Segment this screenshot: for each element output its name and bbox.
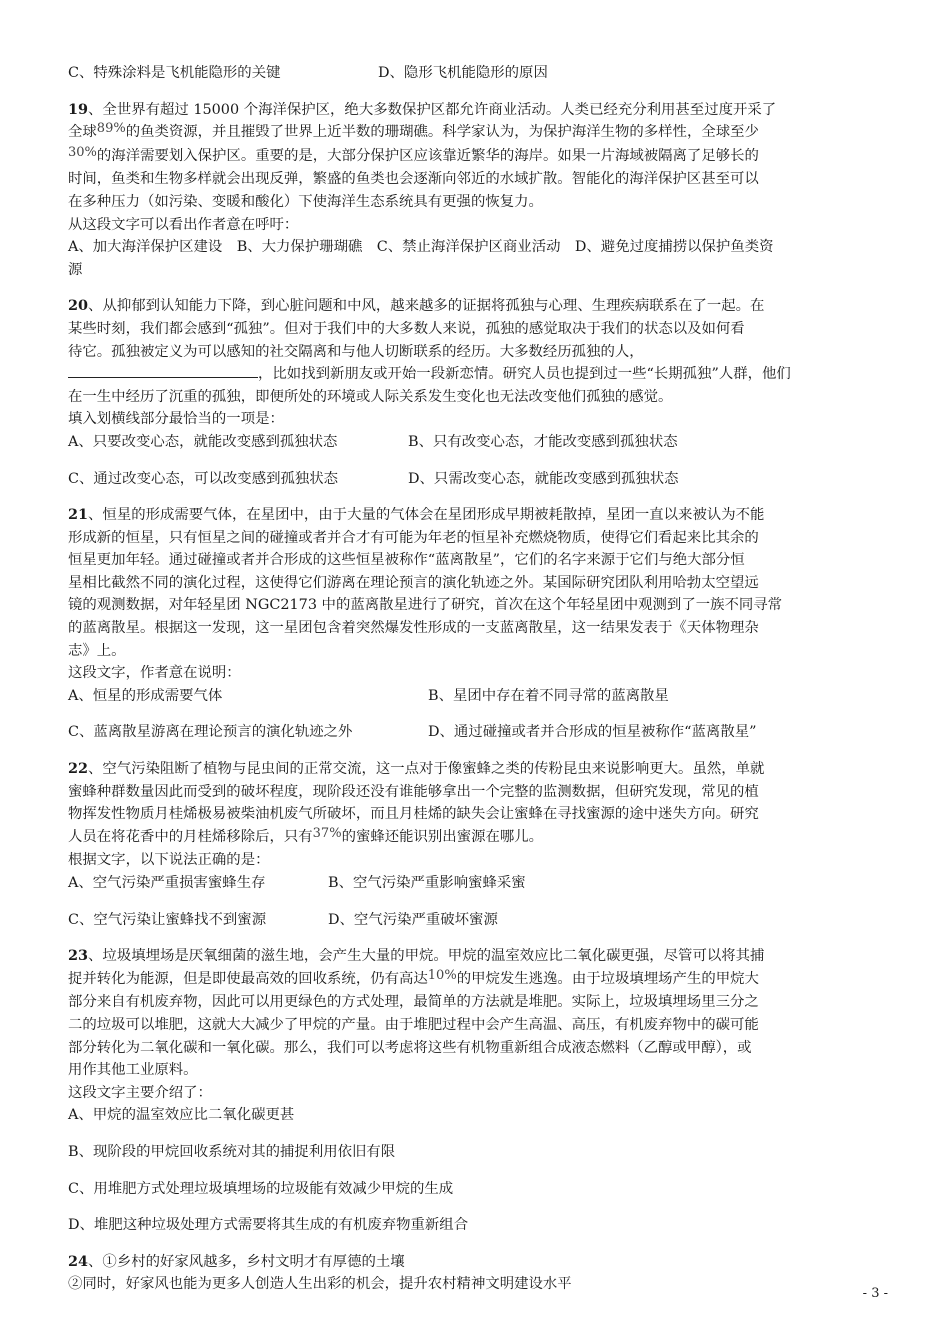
question-22	[68, 758, 880, 931]
q21-options-cd	[68, 721, 880, 744]
q23-option-c: C、用堆肥方式处理垃圾填埋场的垃圾能有效减少甲烷的生成	[68, 1180, 454, 1197]
q20-option-c: C、通过改变心态，可以改变感到孤独状态	[68, 470, 339, 487]
q21-option-a: A、恒星的形成需要气体	[68, 687, 223, 704]
q19-percent-89: 89%	[96, 121, 126, 137]
q21-option-b: B、星团中存在着不同寻常的蓝离散星	[428, 687, 669, 704]
q22-number: 22	[68, 760, 89, 778]
q24-number: 24	[68, 1252, 89, 1270]
q19-line-2b: 的鱼类资源，并且摧毁了世界上近半数的珊瑚礁。科学家认为，为保护海洋生物的多样性，全球至少	[125, 124, 759, 141]
question-20	[68, 295, 880, 490]
q23-option-d: D、堆肥这种垃圾处理方式需要将其生成的有机废弃物重新组合	[68, 1217, 469, 1234]
q22-line-1: 、空气污染阻断了植物与昆虫间的正常交流，这一点对于像蜜蜂之类的传粉昆虫来说影响更大。虽然，单就	[88, 761, 765, 778]
q22-line-3: 物挥发性物质月桂烯极易被柴油机废气所破坏，而且月桂烯的缺失会让蜜蜂在寻找蜜源的途中迷失方向。研究	[68, 806, 759, 823]
q22-stem: 根据文字，以下说法正确的是：	[68, 852, 270, 869]
q20-line-3: 待它。孤独被定义为可以感知的社交隔离和与他人切断联系的经历。大多数经历孤独的人，	[68, 343, 644, 360]
q20-number: 20	[68, 297, 89, 315]
q23-line-3: 部分来自有机废弃物，因此可以用更绿色的方式处理，最简单的方法就是堆肥。实际上，垃圾填埋场里三分之	[68, 994, 759, 1011]
q19-line-4: 时间，鱼类和生物多样就会出现反弹，繁盛的鱼类也会逐渐向邻近的水域扩散。智能化的海洋保护区甚至可以	[68, 171, 759, 188]
q21-option-d: D、通过碰撞或者并合形成的恒星被称作“蓝离散星”	[428, 724, 757, 741]
q23-option-b: B、现阶段的甲烷回收系统对其的捕捉利用依旧有限	[68, 1143, 396, 1160]
q19-percent-30: 30%	[68, 144, 97, 160]
q21-stem: 这段文字，作者意在说明：	[68, 665, 241, 682]
q23-number: 23	[68, 947, 89, 965]
q21-number: 21	[68, 506, 89, 524]
document-page	[68, 62, 880, 1296]
q22-line-4b: 的蜜蜂还能识别出蜜源在哪儿。	[341, 828, 544, 845]
q22-options-ab	[68, 872, 880, 895]
q20-line-4: ，比如找到新朋友或开始一段新恋情。研究人员也提到过一些“长期孤独”人群，他们	[258, 366, 791, 383]
q21-line-7: 志》上。	[68, 642, 126, 659]
q21-options-ab	[68, 685, 880, 708]
q21-line-3: 恒星更加年轻。通过碰撞或者并合形成的这些恒星被称作“蓝离散星”，它们的名字来源于它们与绝大部分恒	[68, 552, 745, 569]
q23-line-2b: 的甲烷发生逃逸。由于垃圾填埋场产生的甲烷大	[456, 970, 759, 987]
q20-options-ab	[68, 431, 880, 454]
q23-line-5: 部分转化为二氧化碳和一氧化碳。那么，我们可以考虑将这些有机物重新组合成液态燃料（乙醇或甲醇），或	[68, 1039, 752, 1056]
q22-line-2: 蜜蜂种群数量因此而受到的破坏程度，现阶段还没有谁能够拿出一个完整的监测数据，但研究发现，常见的植	[68, 783, 759, 800]
q21-line-2: 形成新的恒星，只有恒星之间的碰撞或者并合才有可能为年老的恒星补充燃烧物质，使得它们看起来比其余的	[68, 529, 759, 546]
q23-stem: 这段文字主要介绍了：	[68, 1084, 212, 1101]
q22-percent-37: 37%	[312, 825, 342, 841]
q18-options	[68, 62, 880, 85]
q22-options-cd	[68, 909, 880, 932]
q21-line-5: 镜的观测数据，对年轻星团 NGC2173 中的蓝离散星进行了研究，首次在这个年轻星团中观测到了一族不同寻常	[68, 597, 783, 614]
q19-options: A、加大海洋保护区建设 B、大力保护珊瑚礁 C、禁止海洋保护区商业活动 D、避免过度捕捞以保护鱼类资	[68, 239, 774, 256]
q20-line-1: 、从抑郁到认知能力下降，到心脏问题和中风，越来越多的证据将孤独与心理、生理疾病联系在了一起。在	[88, 298, 765, 315]
q20-option-d: D、只需改变心态，就能改变感到孤独状态	[408, 470, 679, 487]
q21-option-c: C、蓝离散星游离在理论预言的演化轨迹之外	[68, 724, 353, 741]
q23-line-2a: 捉并转化为能源，但是即使最高效的回收系统，仍有高达	[68, 970, 428, 987]
q19-line-1: 、全世界有超过 15000 个海洋保护区，绝大多数保护区都允许商业活动。人类已经充分利用甚至过度开采了	[88, 101, 777, 118]
q23-line-1: 、垃圾填埋场是厌氧细菌的滋生地，会产生大量的甲烷。甲烷的温室效应比二氧化碳更强，尽管可以将其捕	[88, 948, 765, 965]
question-19	[68, 99, 880, 282]
q22-line-4a: 人员在将花香中的月桂烯移除后，只有	[68, 828, 313, 845]
q20-line-5: 在一生中经历了沉重的孤独，即便所处的环境或人际关系发生变化也无法改变他们孤独的感觉。	[68, 388, 673, 405]
q23-option-a: A、甲烷的温室效应比二氧化碳更甚	[68, 1107, 295, 1124]
q18-option-c: C、特殊涂料是飞机能隐形的关键	[68, 65, 281, 81]
q19-line-3: 的海洋需要划入保护区。重要的是，大部分保护区应该靠近繁华的海岸。如果一片海域被隔离了足够长的	[96, 147, 759, 164]
q19-line-2a: 全球	[68, 124, 97, 141]
q22-option-b: B、空气污染严重影响蜜蜂采蜜	[328, 875, 526, 891]
q21-line-6: 的蓝离散星。根据这一发现，这一星团包含着突然爆发性形成的一支蓝离散星，这一结果发表于《天体物理杂	[68, 620, 759, 637]
q23-line-4: 二的垃圾可以堆肥，这就大大减少了甲烷的产量。由于堆肥过程中会产生高温、高压，有机废弃物中的碳可能	[68, 1016, 759, 1033]
q19-number: 19	[68, 100, 89, 118]
q21-line-4: 星相比截然不同的演化过程，这使得它们游离在理论预言的演化轨迹之外。某国际研究团队利用哈勃太空望远	[68, 574, 759, 591]
fill-in-blank	[68, 363, 258, 378]
q24-line-2: ②同时，好家风也能为更多人创造人生出彩的机会，提升农村精神文明建设水平	[68, 1276, 572, 1293]
q22-option-a: A、空气污染严重损害蜜蜂生存	[68, 875, 266, 891]
q22-option-d: D、空气污染严重破坏蜜源	[328, 911, 498, 928]
q20-option-b: B、只有改变心态，才能改变感到孤独状态	[408, 433, 678, 450]
q20-stem: 填入划横线部分最恰当的一项是：	[68, 411, 284, 428]
q20-line-2: 某些时刻，我们都会感到“孤独”。但对于我们中的大多数人来说，孤独的感觉取决于我们的状态以及如何看	[68, 320, 745, 337]
q20-option-a: A、只要改变心态，就能改变感到孤独状态	[68, 433, 338, 450]
q20-options-cd	[68, 468, 880, 491]
question-23	[68, 945, 880, 1237]
q23-percent-10: 10%	[427, 967, 457, 983]
question-24	[68, 1251, 880, 1296]
q21-line-1: 、恒星的形成需要气体，在星团中，由于大量的气体会在星团形成早期被耗散掉，星团一直以来被认为不能	[88, 507, 765, 524]
page-number: - 3 -	[862, 1286, 888, 1301]
question-21	[68, 504, 880, 744]
q19-line-5: 在多种压力（如污染、变暖和酸化）下使海洋生态系统具有更强的恢复力。	[68, 193, 543, 210]
q22-option-c: C、空气污染让蜜蜂找不到蜜源	[68, 911, 267, 928]
q19-options-tail: 源	[68, 261, 83, 278]
q18-option-d: D、隐形飞机能隐形的原因	[378, 65, 548, 81]
q24-line-1: 、①乡村的好家风越多，乡村文明才有厚德的土壤	[88, 1253, 405, 1270]
q23-line-6: 用作其他工业原料。	[68, 1062, 198, 1079]
q19-stem: 从这段文字可以看出作者意在呼吁：	[68, 216, 299, 233]
